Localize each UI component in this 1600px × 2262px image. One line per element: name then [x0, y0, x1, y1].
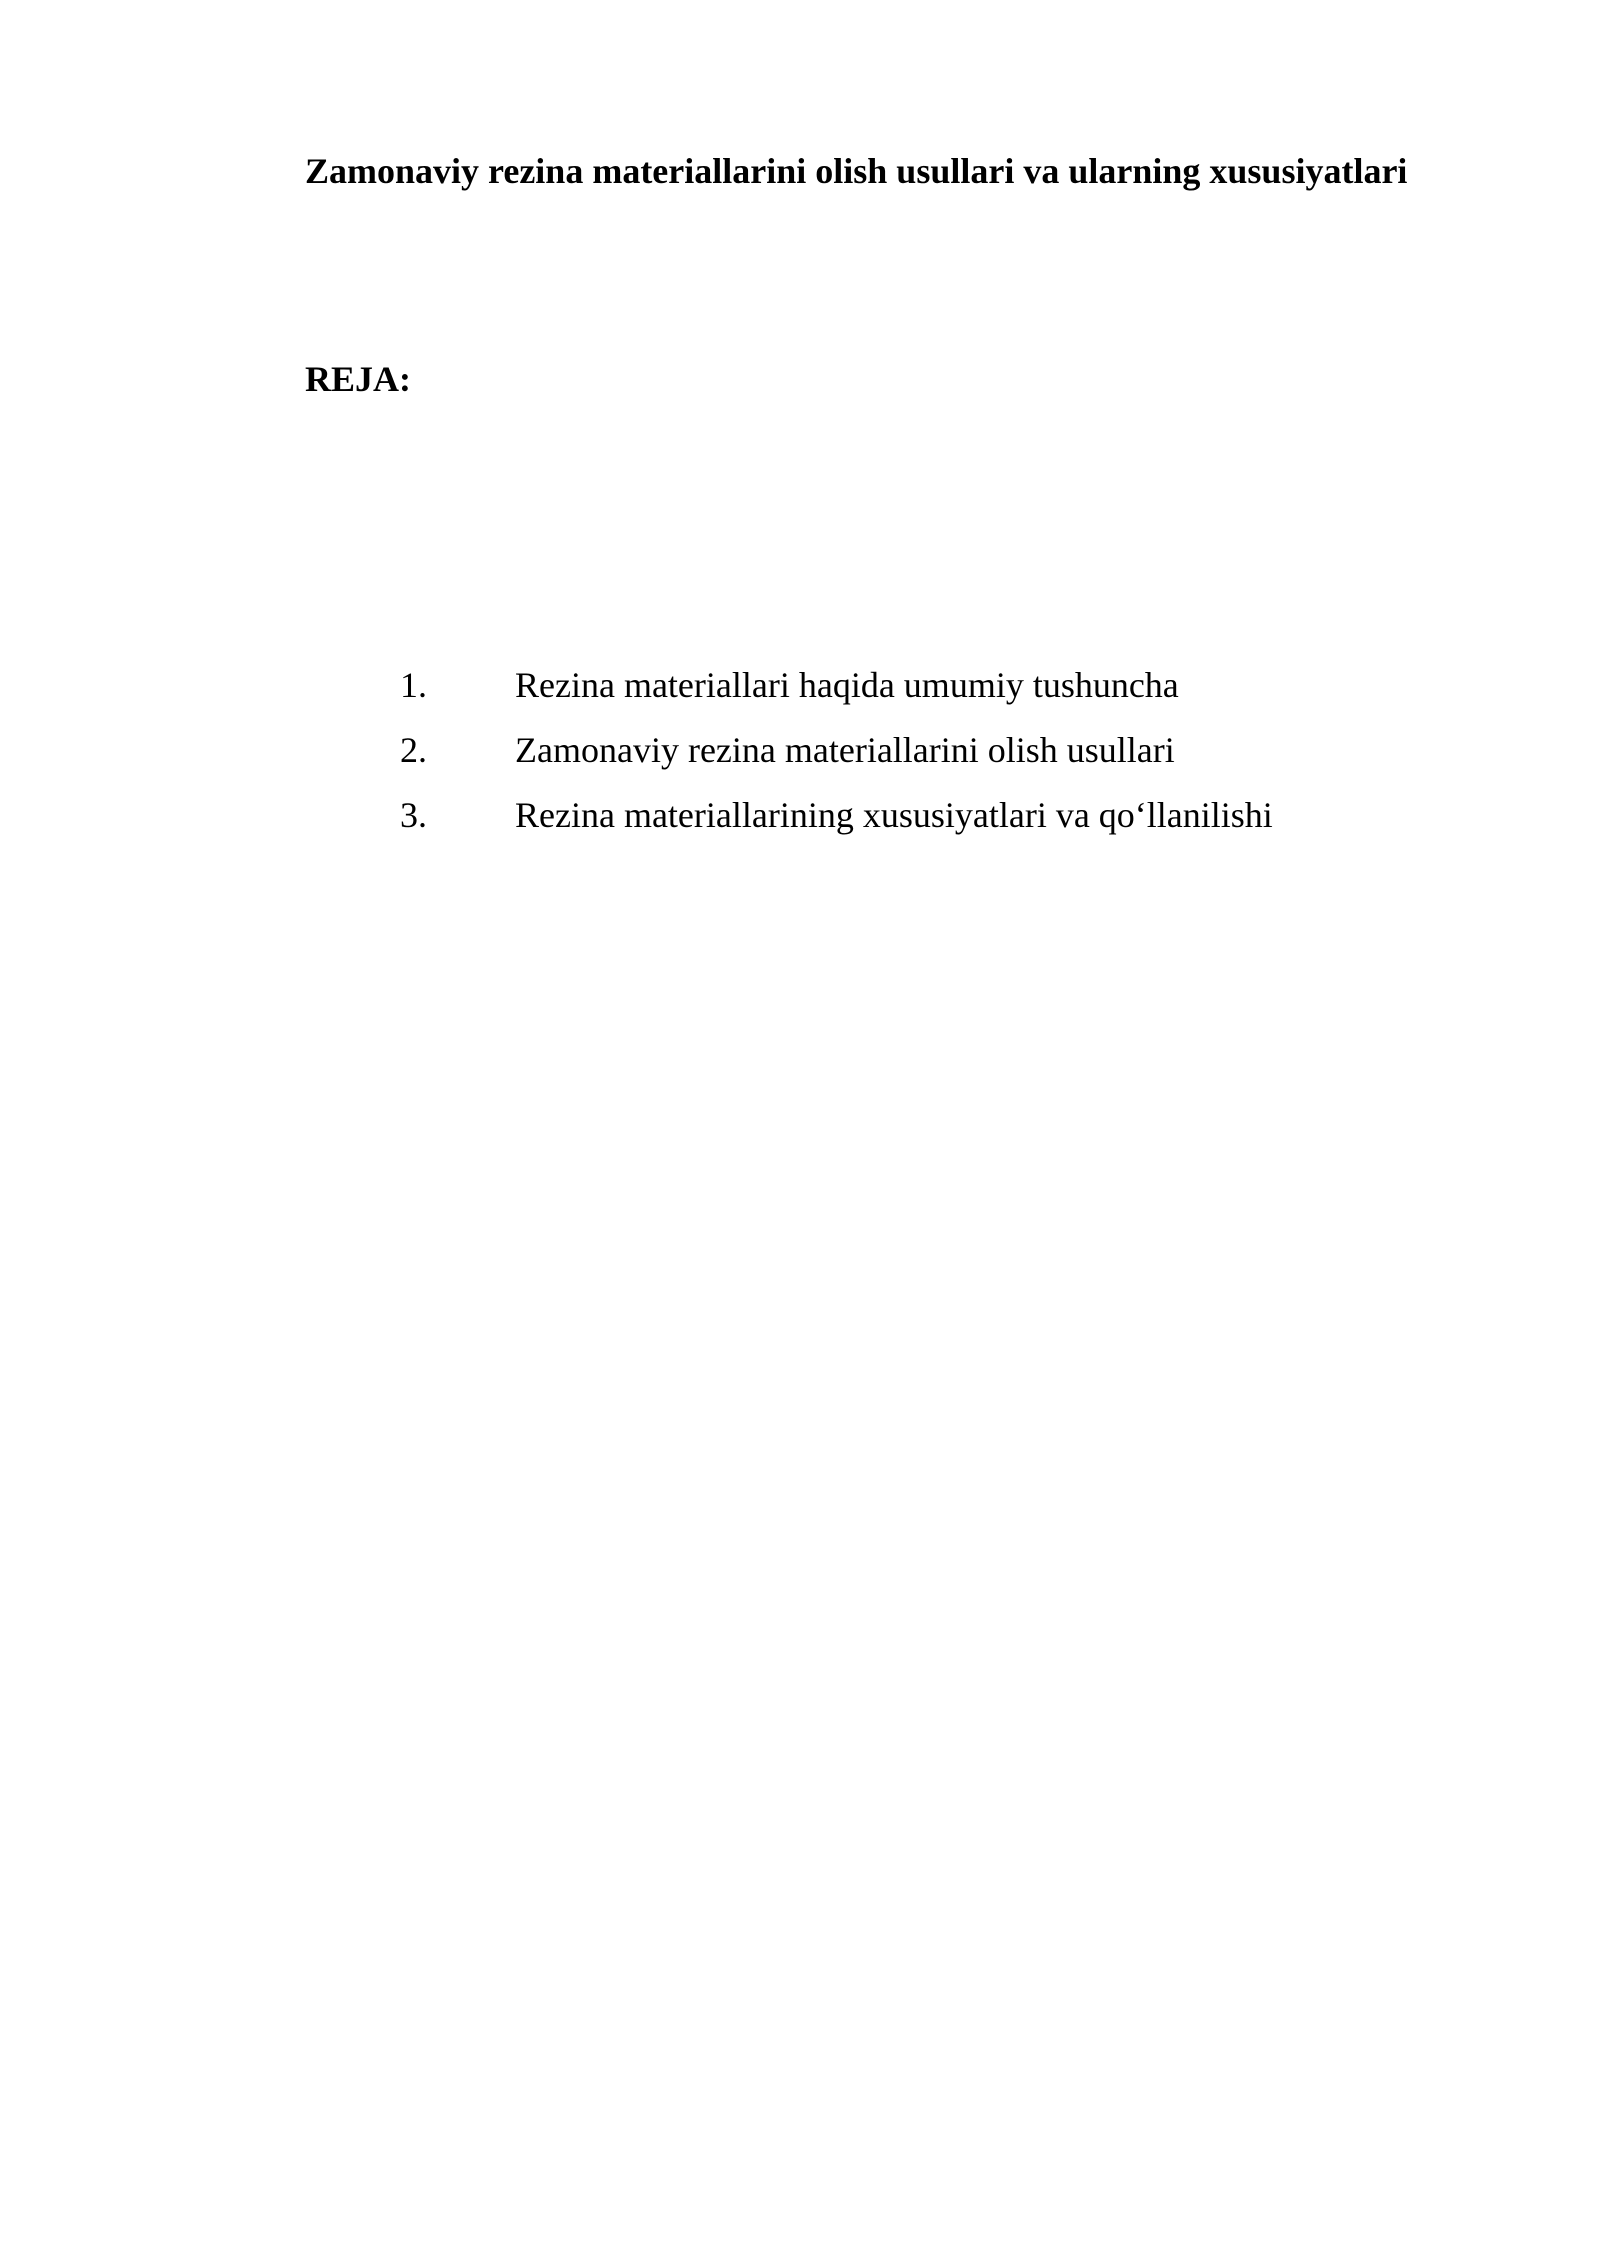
document-title: Zamonaviy rezina materiallarini olish usullari va ularning xususiyatlari	[305, 151, 1408, 191]
plan-item-1	[400, 664, 1273, 729]
plan-item-3	[400, 794, 1273, 859]
plan-item-number: 2.	[400, 730, 427, 770]
plan-item-text: Rezina materiallari haqida umumiy tushuncha	[515, 665, 1179, 705]
plan-item-number: 1.	[400, 665, 427, 705]
plan-item-text: Rezina materiallarining xususiyatlari va qo‘llanilishi	[515, 795, 1273, 835]
plan-item-2	[400, 729, 1273, 794]
plan-item-number: 3.	[400, 795, 427, 835]
plan-item-text: Zamonaviy rezina materiallarini olish usullari	[515, 730, 1175, 770]
plan-heading: REJA:	[305, 359, 411, 399]
plan-list	[400, 664, 1273, 859]
